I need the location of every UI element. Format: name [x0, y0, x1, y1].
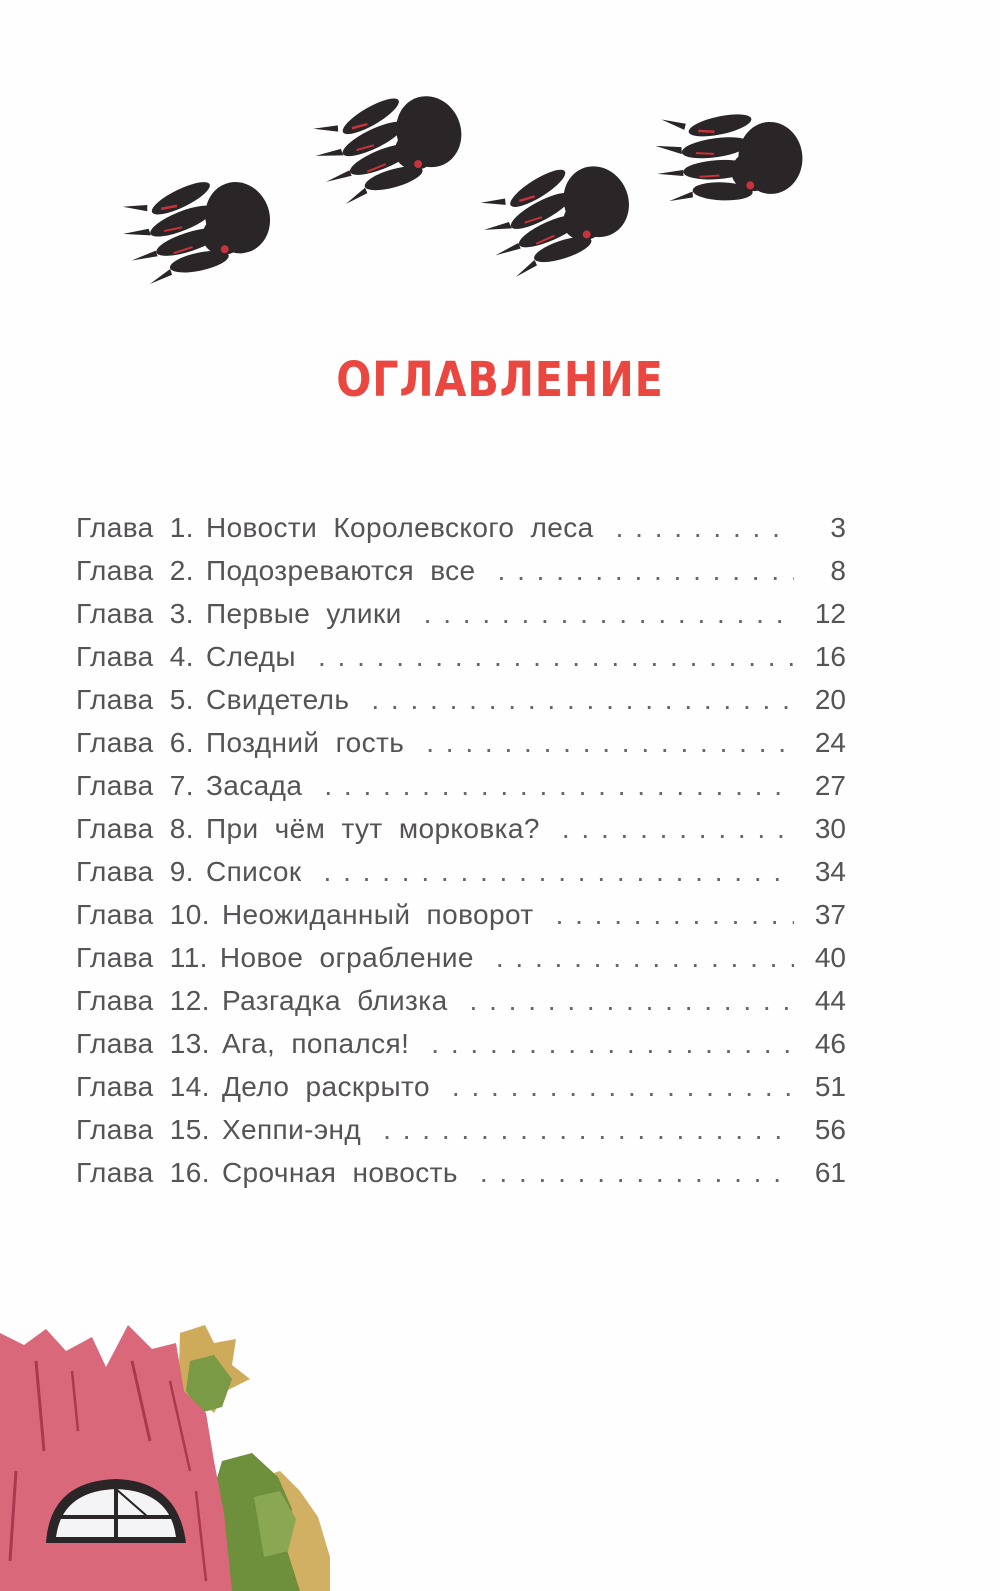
toc-entry[interactable] [76, 1065, 846, 1108]
dot-leader [480, 1151, 794, 1194]
paw-print-icon [114, 161, 281, 293]
dot-leader [452, 1065, 794, 1108]
chapter-number: Глава 11. [76, 942, 208, 973]
page-number: 16 [814, 641, 846, 672]
chapter-title: Разгадка близка [221, 985, 448, 1016]
chapter-number: Глава 4. [76, 641, 194, 672]
page-number: 20 [814, 684, 846, 715]
dot-leader [371, 678, 794, 721]
dot-leader [616, 506, 794, 549]
chapter-title: Свидетель [205, 684, 350, 715]
page-number: 12 [814, 598, 846, 629]
dot-leader [426, 721, 794, 764]
chapter-number: Глава 7. [76, 770, 194, 801]
toc-entry[interactable] [76, 506, 846, 549]
chapter-title: При чём тут морковка? [205, 813, 540, 844]
chapter-number: Глава 1. [76, 512, 194, 543]
page-title: ОГЛАВЛЕНИЕ [336, 352, 664, 408]
chapter-title: Хеппи-энд [221, 1114, 362, 1145]
chapter-number: Глава 12. [76, 985, 210, 1016]
chapter-title: Дело раскрыто [221, 1071, 430, 1102]
chapter-number: Глава 13. [76, 1028, 210, 1059]
chapter-number: Глава 16. [76, 1157, 210, 1188]
chapter-number: Глава 6. [76, 727, 194, 758]
chapter-title: Поздний гость [205, 727, 405, 758]
page-number: 30 [814, 813, 846, 844]
paw-print-icon [653, 106, 805, 207]
paw-print-icon [305, 74, 475, 213]
page-number: 44 [814, 985, 846, 1016]
chapter-title: Неожиданный поворот [221, 899, 534, 930]
page-number: 27 [814, 770, 846, 801]
toc-entry[interactable] [76, 1108, 846, 1151]
toc-entry[interactable] [76, 807, 846, 850]
toc-entry[interactable] [76, 893, 846, 936]
page-number: 8 [830, 555, 846, 586]
toc-entry[interactable] [76, 764, 846, 807]
chapter-title: Срочная новость [221, 1157, 458, 1188]
chapter-number: Глава 3. [76, 598, 194, 629]
page-number: 24 [814, 727, 846, 758]
chapter-title: Новое ограбление [219, 942, 474, 973]
dot-leader [470, 979, 794, 1022]
paw-print-icon [472, 144, 643, 287]
toc-entry[interactable] [76, 1022, 846, 1065]
toc-entry[interactable] [76, 635, 846, 678]
dot-leader [324, 850, 794, 893]
toc-entry[interactable] [76, 678, 846, 721]
chapter-number: Глава 9. [76, 856, 194, 887]
page-number: 3 [830, 512, 846, 543]
page-number: 34 [814, 856, 846, 887]
chapter-number: Глава 15. [76, 1114, 210, 1145]
chapter-number: Глава 14. [76, 1071, 210, 1102]
chapter-number: Глава 5. [76, 684, 194, 715]
page-number: 37 [814, 899, 846, 930]
dot-leader [498, 549, 794, 592]
page-number: 56 [814, 1114, 846, 1145]
toc-entry[interactable] [76, 936, 846, 979]
chapter-number: Глава 10. [76, 899, 210, 930]
chapter-number: Глава 8. [76, 813, 194, 844]
dot-leader [424, 592, 794, 635]
page-number: 61 [814, 1157, 846, 1188]
dot-leader [324, 764, 794, 807]
toc-entry[interactable] [76, 592, 846, 635]
tree-house-icon [0, 1321, 330, 1591]
chapter-title: Первые улики [205, 598, 402, 629]
page-number: 40 [814, 942, 846, 973]
toc-entry[interactable] [76, 1151, 846, 1194]
dot-leader [556, 893, 794, 936]
chapter-title: Новости Королевского леса [205, 512, 594, 543]
toc-entry[interactable] [76, 850, 846, 893]
dot-leader [496, 936, 794, 979]
chapter-title: Засада [205, 770, 303, 801]
dot-leader [562, 807, 794, 850]
chapter-number: Глава 2. [76, 555, 194, 586]
paw-prints [0, 0, 1000, 320]
toc-entry[interactable] [76, 549, 846, 592]
dot-leader [431, 1022, 794, 1065]
chapter-title: Список [205, 856, 302, 887]
page-number: 46 [814, 1028, 846, 1059]
toc-entry[interactable] [76, 721, 846, 764]
chapter-title: Ага, попался! [221, 1028, 410, 1059]
table-of-contents [76, 506, 846, 1194]
chapter-title: Подозреваются все [205, 555, 476, 586]
dot-leader [318, 635, 794, 678]
dot-leader [383, 1108, 794, 1151]
toc-entry[interactable] [76, 979, 846, 1022]
page-number: 51 [814, 1071, 846, 1102]
chapter-title: Следы [205, 641, 296, 672]
